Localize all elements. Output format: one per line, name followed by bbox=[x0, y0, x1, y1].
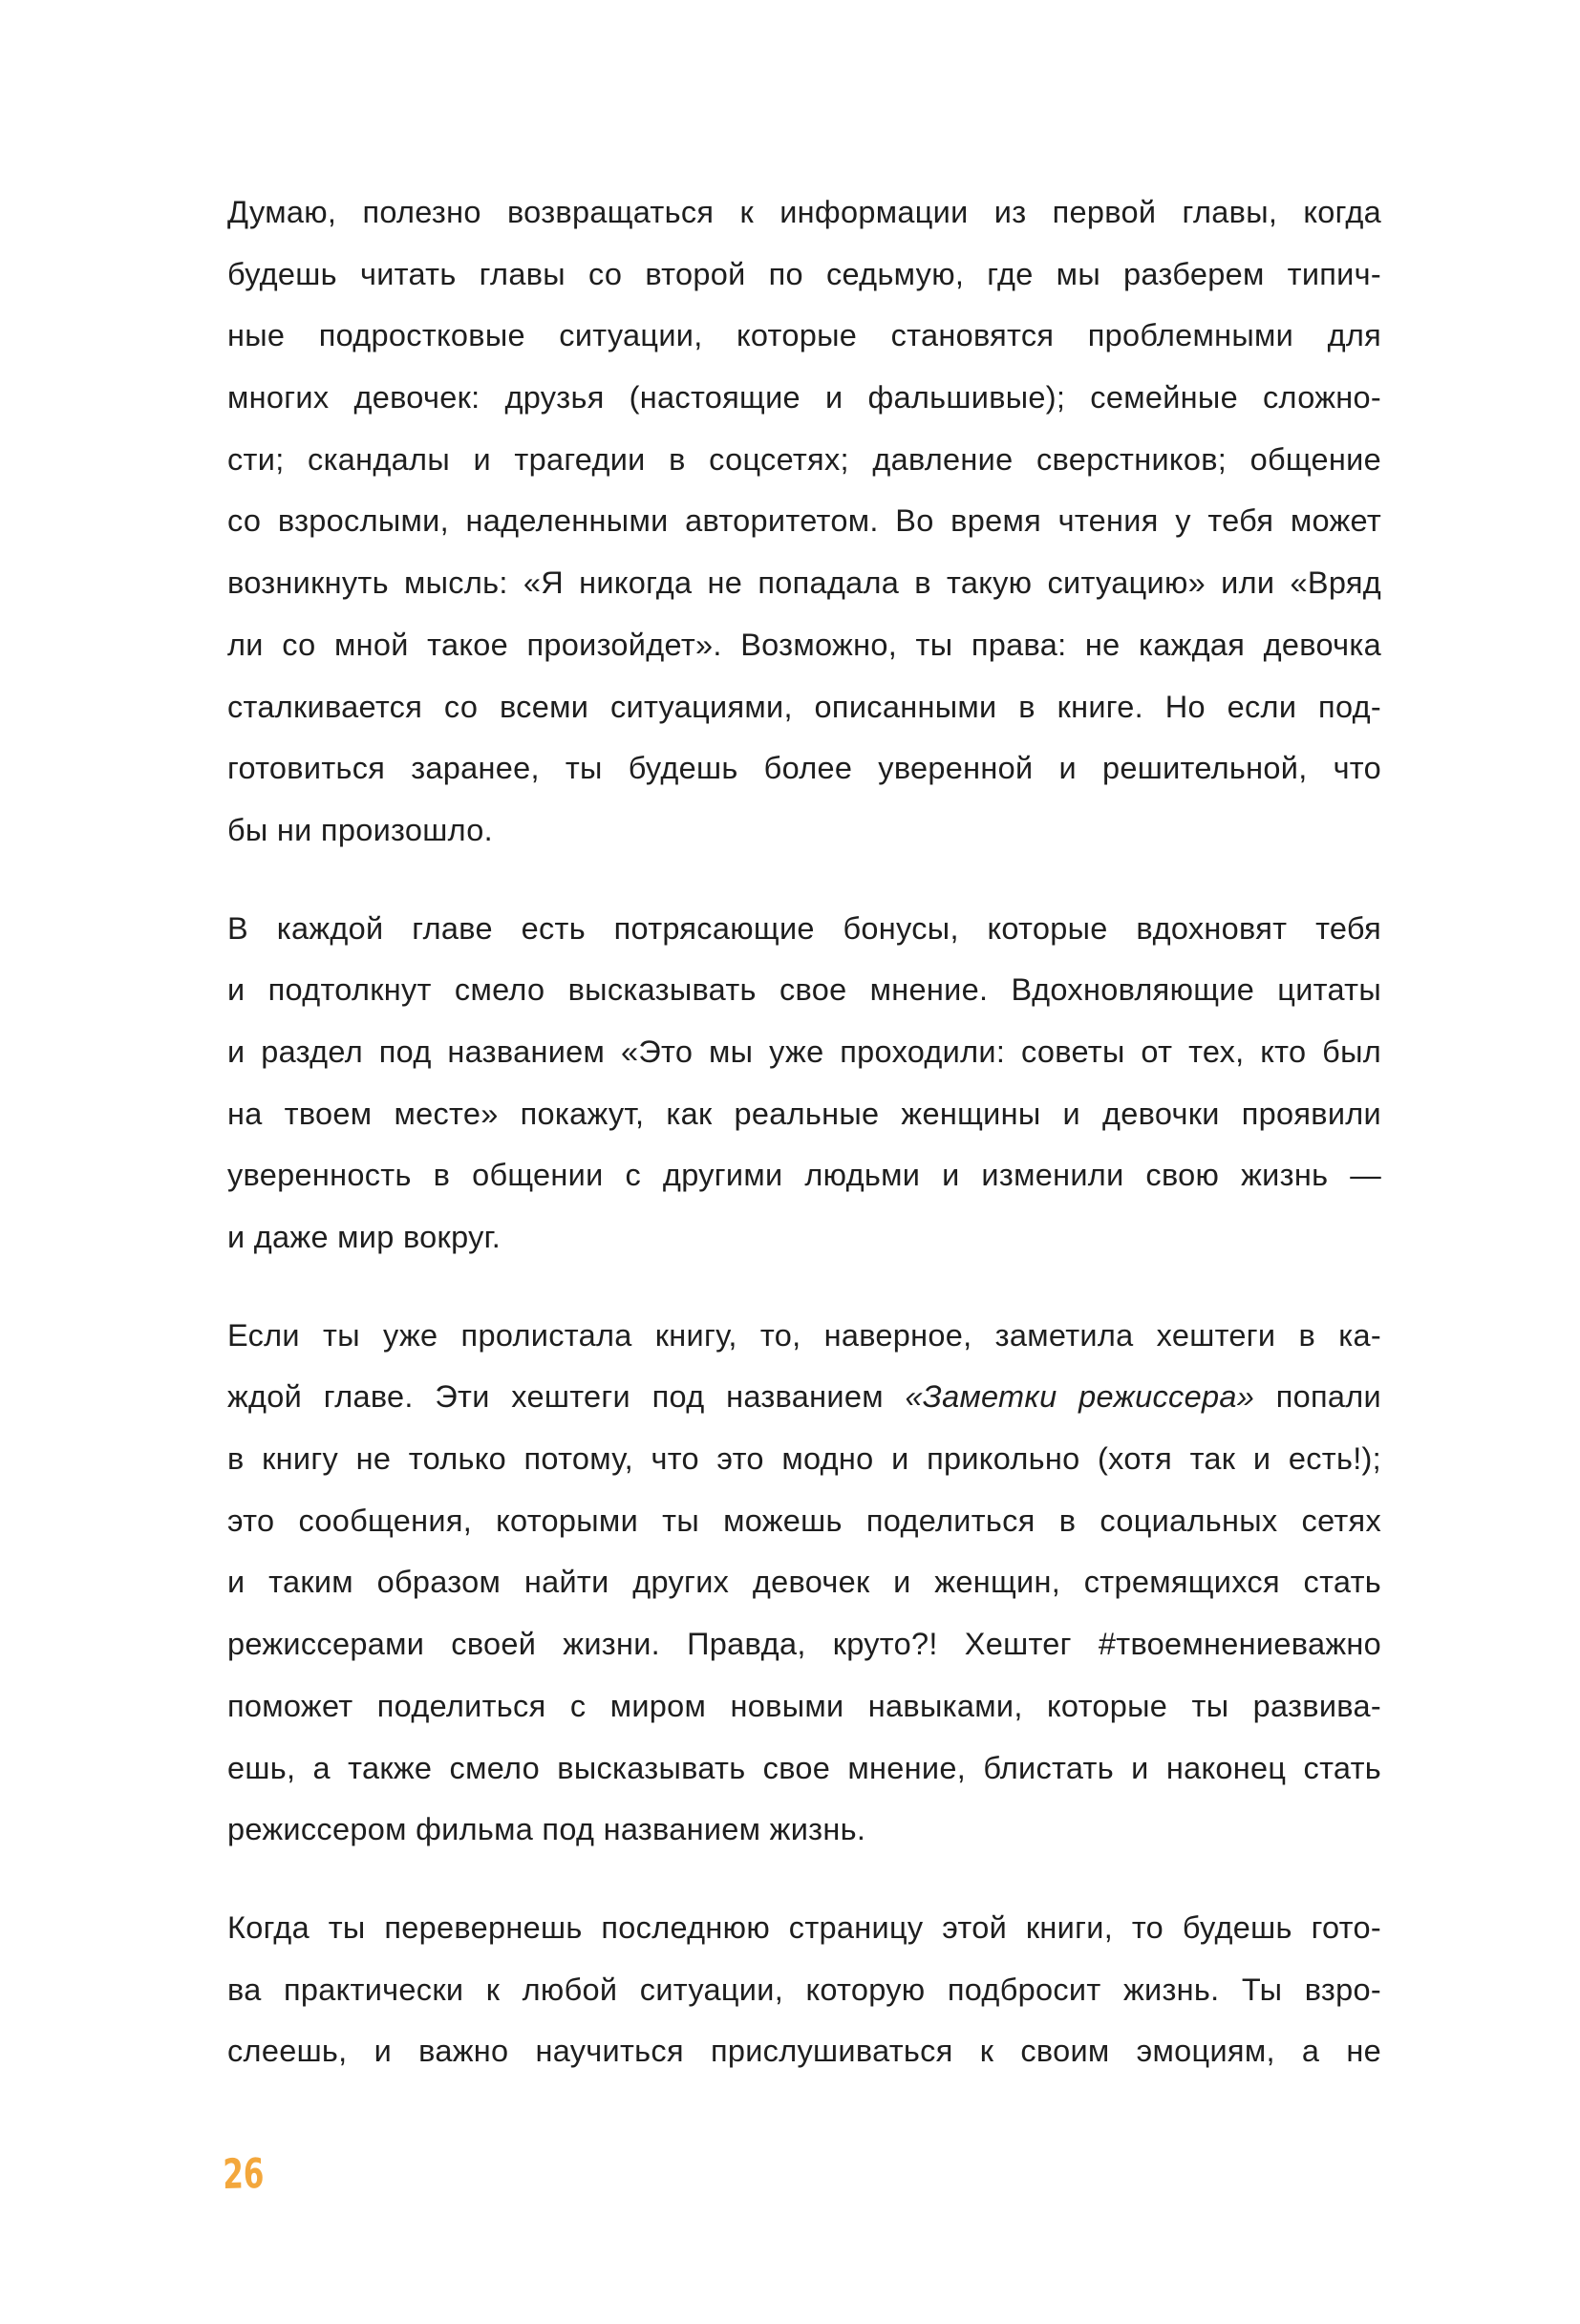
text-line: сталкивается со всеми ситуациями, описанными в книге. Но если под- bbox=[227, 689, 1381, 724]
text-line: в книгу не только потому, что это модно и прикольно (хотя так и есть!); bbox=[227, 1441, 1381, 1477]
text-line: уверенность в общении с другими людьми и изменили свою жизнь — bbox=[227, 1158, 1381, 1193]
text-segment: попали bbox=[1254, 1379, 1381, 1415]
text-line: будешь читать главы со второй по седьмую, где мы разберем типич- bbox=[227, 256, 1381, 291]
text-line: бы ни произошло. bbox=[227, 812, 493, 847]
text-line: ные подростковые ситуации, которые становятся проблемными для bbox=[227, 318, 1381, 353]
italic-chapter-title: «Заметки режиссера» bbox=[905, 1379, 1255, 1415]
text-line: поможет поделиться с миром новыми навыками, которые ты развива- bbox=[227, 1688, 1381, 1723]
text-line: на твоем месте» покажут, как реальные женщины и девочки проявили bbox=[227, 1096, 1381, 1131]
text-line: ешь, а также смело высказывать свое мнение, блистать и наконец стать bbox=[227, 1750, 1381, 1785]
page-number: 26 bbox=[222, 2149, 265, 2199]
text-line bbox=[227, 1366, 1381, 1428]
paragraph bbox=[227, 898, 1381, 1269]
text-line: слеешь, и важно научиться прислушиваться к своим эмоциям, а не bbox=[227, 2034, 1381, 2069]
text-line: многих девочек: друзья (настоящие и фальшивые); семейные сложно- bbox=[227, 380, 1381, 416]
text-line: возникнуть мысль: «Я никогда не попадала в такую ситуацию» или «Вряд bbox=[227, 565, 1381, 601]
text-segment: ждой главе. Эти хештеги под названием bbox=[227, 1379, 906, 1415]
text-line: режиссером фильма под названием жизнь. bbox=[227, 1812, 866, 1847]
text-line: и таким образом найти других девочек и женщин, стремящихся стать bbox=[227, 1565, 1381, 1600]
text-line: и даже мир вокруг. bbox=[227, 1220, 502, 1254]
paragraph bbox=[227, 1897, 1381, 2082]
text-line: это сообщения, которыми ты можешь поделиться в социальных сетях bbox=[227, 1503, 1381, 1538]
text-line: со взрослыми, наделенными авторитетом. Во время чтения у тебя может bbox=[227, 503, 1381, 539]
text-line: ва практически к любой ситуации, которую подбросит жизнь. Ты взро- bbox=[227, 1972, 1381, 2007]
text-line: В каждой главе есть потрясающие бонусы, которые вдохновят тебя bbox=[227, 910, 1381, 946]
paragraph bbox=[227, 181, 1381, 862]
text-line: сти; скандалы и трагедии в соцсетях; давление сверстников; общение bbox=[227, 441, 1381, 477]
text-line: режиссерами своей жизни. Правда, круто?! Хештег #твоемнениеважно bbox=[227, 1627, 1381, 1662]
text-line: и подтолкнут смело высказывать свое мнение. Вдохновляющие цитаты bbox=[227, 972, 1381, 1008]
paragraph bbox=[227, 1305, 1381, 1861]
page-text bbox=[227, 181, 1381, 2082]
text-line: Думаю, полезно возвращаться к информации из первой главы, когда bbox=[227, 195, 1381, 229]
text-line: Если ты уже пролистала книгу, то, наверное, заметила хештеги в ка- bbox=[227, 1317, 1381, 1353]
text-line: готовиться заранее, ты будешь более уверенной и решительной, что bbox=[227, 751, 1381, 786]
text-line: и раздел под названием «Это мы уже проходили: советы от тех, кто был bbox=[227, 1034, 1381, 1069]
text-line: ли со мной такое произойдет». Возможно, ты права: не каждая девочка bbox=[227, 627, 1381, 662]
text-line: Когда ты перевернешь последнюю страницу этой книги, то будешь гото- bbox=[227, 1909, 1381, 1945]
